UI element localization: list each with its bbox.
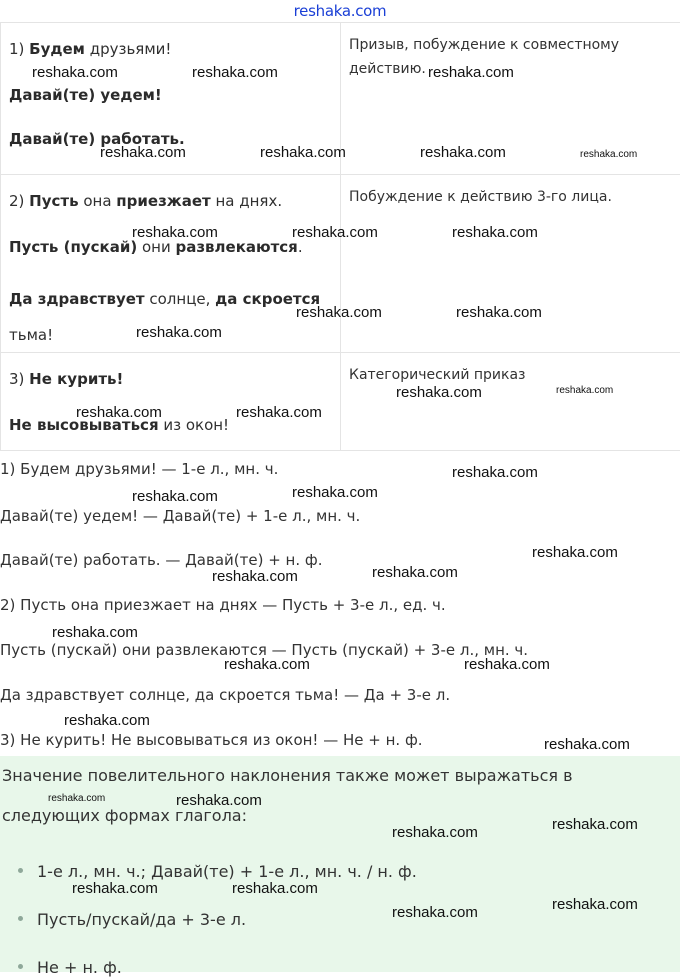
text-fragment: на днях.: [211, 192, 282, 210]
list-item-text: Пусть/пускай/да + 3-е л.: [37, 910, 246, 929]
site-watermark-top: reshaka.com: [0, 2, 680, 20]
text-fragment: 2): [9, 192, 29, 210]
table-row: [1, 175, 680, 353]
watermark: reshaka.com: [544, 736, 630, 753]
watermark: reshaka.com: [420, 144, 506, 161]
watermark: reshaka.com: [136, 324, 222, 341]
meaning-text: Категорический приказ: [341, 353, 680, 385]
watermark: reshaka.com: [532, 544, 618, 561]
watermark: reshaka.com: [392, 824, 478, 841]
bold-fragment: Давай(те) уедем!: [9, 86, 162, 104]
text-fragment: солнце,: [145, 290, 216, 308]
watermark: reshaka.com: [292, 484, 378, 501]
watermark: reshaka.com: [452, 224, 538, 241]
bullet-dot-icon: [18, 916, 23, 921]
bold-fragment: Да здравствует: [9, 290, 145, 308]
text-fragment: из окон!: [159, 416, 230, 434]
list-item: [18, 862, 417, 881]
bullet-dot-icon: [18, 868, 23, 873]
watermark: reshaka.com: [192, 64, 278, 81]
note-text: Значение повелительного наклонения также может выражаться в следующих формах глагола:: [2, 756, 642, 836]
watermark: reshaka.com: [32, 64, 118, 81]
watermark: reshaka.com: [132, 488, 218, 505]
example-line: [1, 369, 123, 389]
text-fragment: 1): [9, 40, 29, 58]
meaning-text: Призыв, побуждение к совместному действию.: [341, 23, 680, 81]
watermark: reshaka.com: [48, 793, 105, 804]
watermark: reshaka.com: [76, 404, 162, 421]
meaning-cell: [341, 353, 680, 451]
watermark: reshaka.com: [64, 712, 150, 729]
watermark: reshaka.com: [396, 384, 482, 401]
analysis-line: 2) Пусть она приезжает на днях — Пусть + 3-е л., ед. ч.: [0, 596, 446, 614]
watermark: reshaka.com: [100, 144, 186, 161]
bold-fragment: Пусть: [29, 192, 78, 210]
bold-fragment: Пусть (пускай): [9, 238, 137, 256]
analysis-line: Пусть (пускай) они развлекаются — Пусть (пускай) + 3-е л., мн. ч.: [0, 641, 528, 659]
example-line: [1, 281, 329, 353]
text-fragment: 3): [9, 370, 29, 388]
text-fragment: она: [79, 192, 117, 210]
watermark: reshaka.com: [260, 144, 346, 161]
analysis-line: Да здравствует солнце, да скроется тьма! — Да + 3-е л.: [0, 686, 450, 704]
bold-fragment: приезжает: [116, 192, 210, 210]
bold-fragment: Не высовываться: [9, 416, 159, 434]
watermark: reshaka.com: [392, 904, 478, 921]
example-line: [1, 85, 162, 105]
watermark: reshaka.com: [72, 880, 158, 897]
watermark: reshaka.com: [580, 149, 637, 160]
watermark: reshaka.com: [52, 624, 138, 641]
watermark: reshaka.com: [212, 568, 298, 585]
watermark: reshaka.com: [176, 792, 262, 809]
info-note: [0, 756, 680, 972]
watermark: reshaka.com: [236, 404, 322, 421]
meaning-text: Побуждение к действию 3-го лица.: [341, 175, 680, 207]
list-item-text: 1-е л., мн. ч.; Давай(те) + 1-е л., мн. ч. / н. ф.: [37, 862, 417, 881]
text-fragment: .: [298, 238, 303, 256]
example-line: [1, 39, 171, 59]
examples-cell: [1, 353, 341, 451]
bold-fragment: Будем: [29, 40, 85, 58]
bold-fragment: развлекаются: [175, 238, 297, 256]
watermark: reshaka.com: [456, 304, 542, 321]
example-line: [1, 191, 282, 211]
watermark: reshaka.com: [372, 564, 458, 581]
watermark: reshaka.com: [452, 464, 538, 481]
list-item: [18, 910, 246, 929]
watermark: reshaka.com: [464, 656, 550, 673]
bold-fragment: Давай(те) работать.: [9, 130, 185, 148]
list-item: [18, 958, 122, 977]
watermark: reshaka.com: [556, 385, 613, 396]
meaning-cell: [341, 175, 680, 353]
analysis-line: Давай(те) работать. — Давай(те) + н. ф.: [0, 551, 323, 569]
watermark: reshaka.com: [292, 224, 378, 241]
watermark: reshaka.com: [552, 896, 638, 913]
analysis-line: 1) Будем друзьями! — 1-е л., мн. ч.: [0, 460, 278, 478]
table-row: [1, 353, 680, 451]
watermark: reshaka.com: [296, 304, 382, 321]
analysis-line: 3) Не курить! Не высовываться из окон! — Не + н. ф.: [0, 731, 423, 749]
text-fragment: друзьями!: [85, 40, 171, 58]
text-fragment: они: [137, 238, 175, 256]
bullet-dot-icon: [18, 964, 23, 969]
watermark: reshaka.com: [232, 880, 318, 897]
bold-fragment: да скроется: [215, 290, 320, 308]
watermark: reshaka.com: [428, 64, 514, 81]
list-item-text: Не + н. ф.: [37, 958, 122, 977]
text-fragment: тьма!: [9, 326, 53, 344]
watermark: reshaka.com: [132, 224, 218, 241]
analysis-line: Давай(те) уедем! — Давай(те) + 1-е л., мн. ч.: [0, 507, 360, 525]
watermark: reshaka.com: [224, 656, 310, 673]
watermark: reshaka.com: [552, 816, 638, 833]
bold-fragment: Не курить!: [29, 370, 123, 388]
